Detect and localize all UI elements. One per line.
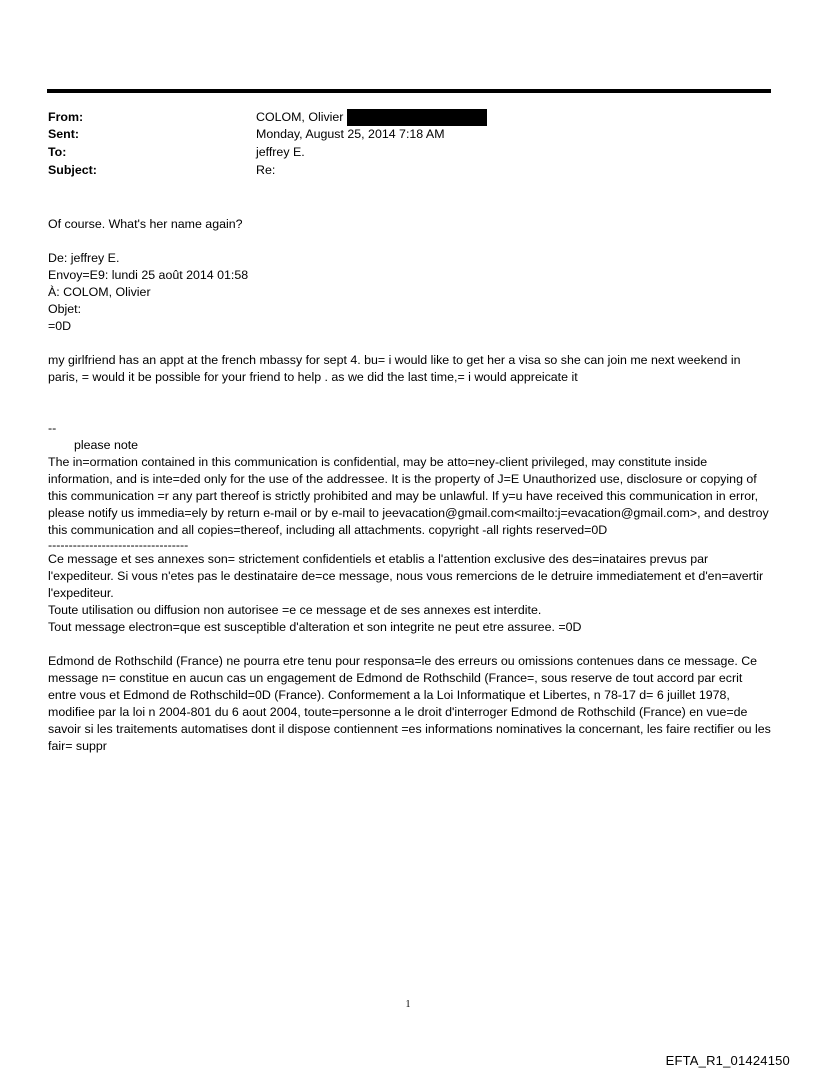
to-label: To: bbox=[48, 145, 67, 159]
header-rule bbox=[47, 89, 771, 93]
french-paragraph-3: Tout message electron=que est susceptible d'alteration et son integrite ne peut etre assuree. =0D bbox=[48, 620, 582, 634]
subject-label: Subject: bbox=[48, 163, 97, 177]
sent-row bbox=[48, 126, 748, 143]
document-id: EFTA_R1_01424150 bbox=[665, 1053, 790, 1068]
quoted-from: De: jeffrey E. bbox=[48, 251, 120, 265]
to-value: jeffrey E. bbox=[256, 145, 305, 159]
disclaimer-text: The in=ormation contained in this communication is confidential, may be atto=ney-client privileged, may constitute inside information, and is inte=ded only for the use of the addressee. It is the property of J=E Unauthorized use, disclosure or copying of this communication =r any part thereof is strictly prohibited and may be unlawful. If y=u have received this communication in error, please notify us immedia=ely by return e-mail or by e-mail to jeevacation@gmail.com<mailto:j=evacation@gmail.com>, and destroy this communication and all copies=thereof, including all attachments. copyright -all rights reserved=0D bbox=[48, 455, 769, 537]
sent-value: Monday, August 25, 2014 7:18 AM bbox=[256, 127, 445, 141]
divider-line: ---------------------------------- bbox=[48, 538, 189, 552]
reply-text: Of course. What's her name again? bbox=[48, 217, 243, 231]
quoted-sent: Envoy=E9: lundi 25 août 2014 01:58 bbox=[48, 268, 249, 282]
french-paragraph-2: Toute utilisation ou diffusion non autorisee =e ce message et de ses annexes est interdite. bbox=[48, 603, 542, 617]
to-row bbox=[48, 144, 748, 161]
signature-dash: -- bbox=[48, 421, 57, 435]
french-paragraph-4: Edmond de Rothschild (France) ne pourra etre tenu pour responsa=le des erreurs ou omissions contenues dans ce message. Ce message n= constitue en aucun cas un engagement de Edmond de Rothschild (France=, sous reserve de tout accord par ecrit entre vous et Edmond de Rothschild=0D (France). Conformement a la Loi Informatique et Libertes, n 78-17 d= 6 juillet 1978, modifiee par la loi n 2004-801 du 6 aout 2004, toute=personne a le droit d'interroger Edmond de Rothschild (France) en vue=de savoir si les traitements automatises dont il dispose contiennent =es informations nominatives la concernant, les faire rectifier ou les fair= suppr bbox=[48, 654, 771, 753]
from-value bbox=[256, 109, 487, 126]
sent-label: Sent: bbox=[48, 127, 79, 141]
from-name: COLOM, Olivier bbox=[256, 110, 344, 124]
quoted-eol: =0D bbox=[48, 319, 72, 333]
page-number: 1 bbox=[405, 999, 411, 1010]
from-row bbox=[48, 109, 748, 126]
email-body bbox=[48, 216, 772, 755]
please-note: please note bbox=[74, 438, 139, 452]
quoted-subject: Objet: bbox=[48, 302, 82, 316]
message-text: my girlfriend has an appt at the french mbassy for sept 4. bu= i would like to get her a visa so she can join me next weekend in paris, = would it be possible for your friend to help . as we did the last time,= i would appreicate it bbox=[48, 353, 741, 384]
quoted-to: À: COLOM, Olivier bbox=[48, 285, 151, 299]
subject-value: Re: bbox=[256, 163, 276, 177]
french-paragraph-1: Ce message et ses annexes son= strictement confidentiels et etablis a l'attention exclusive des des=inataires prevus par l'expediteur. Si vous n'etes pas le destinataire de=ce message, nous vous remercions de le detruire immediatement et d'en=avertir l'expediteur. bbox=[48, 552, 764, 600]
redaction-block bbox=[347, 109, 487, 126]
from-label: From: bbox=[48, 110, 84, 124]
subject-row bbox=[48, 162, 748, 179]
